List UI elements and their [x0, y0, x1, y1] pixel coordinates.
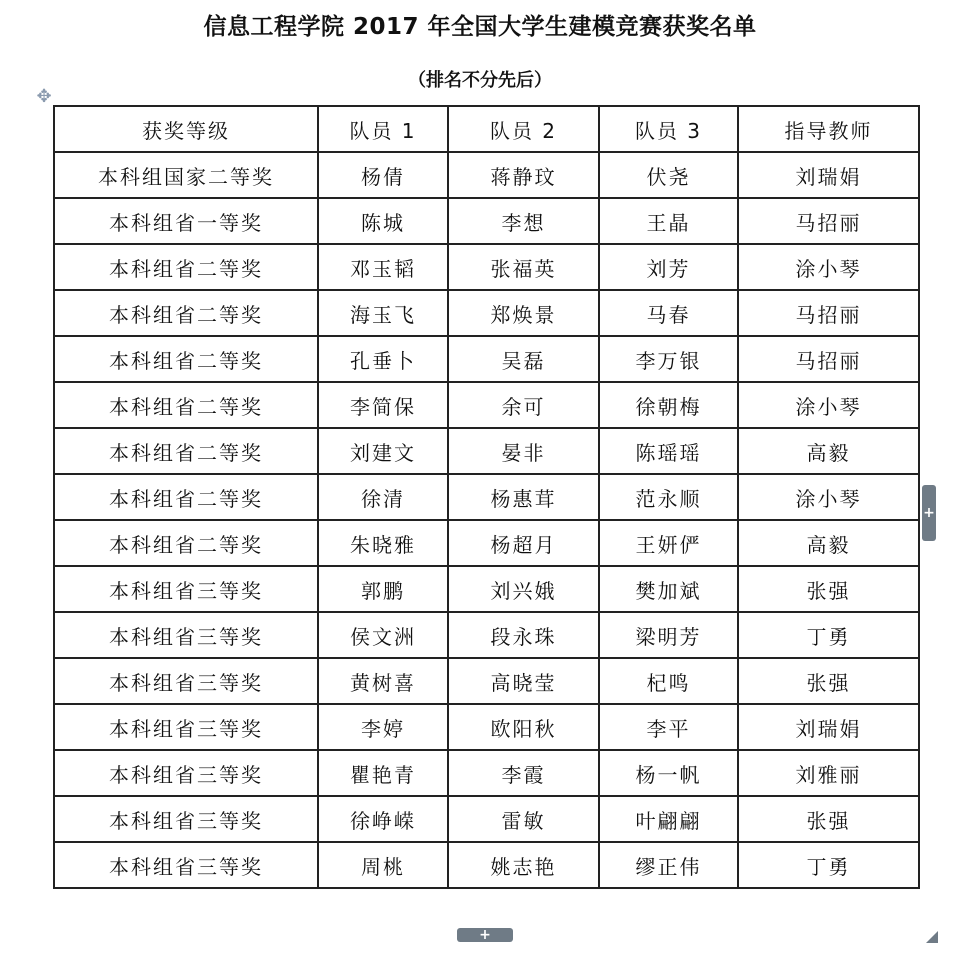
table-row	[54, 474, 919, 520]
cell-member-3: 马春	[599, 290, 738, 336]
table-row	[54, 290, 919, 336]
table-row	[54, 198, 919, 244]
cell-member-1: 李简保	[318, 382, 448, 428]
cell-advisor: 高毅	[738, 520, 919, 566]
cell-member-2: 段永珠	[448, 612, 599, 658]
table-row	[54, 750, 919, 796]
header-member-2: 队员 2	[448, 106, 599, 152]
cell-advisor: 马招丽	[738, 198, 919, 244]
cell-member-3: 李万银	[599, 336, 738, 382]
cell-award-level: 本科组省二等奖	[54, 428, 318, 474]
cell-advisor: 涂小琴	[738, 244, 919, 290]
header-member-1: 队员 1	[318, 106, 448, 152]
table-row	[54, 842, 919, 888]
cell-member-2: 张福英	[448, 244, 599, 290]
table-row	[54, 612, 919, 658]
cell-member-1: 邓玉韬	[318, 244, 448, 290]
cell-member-3: 王晶	[599, 198, 738, 244]
cell-award-level: 本科组省二等奖	[54, 290, 318, 336]
cell-member-1: 孔垂卜	[318, 336, 448, 382]
cell-member-2: 高晓莹	[448, 658, 599, 704]
cell-advisor: 张强	[738, 658, 919, 704]
cell-member-2: 蒋静玟	[448, 152, 599, 198]
table-row	[54, 244, 919, 290]
cell-member-2: 李想	[448, 198, 599, 244]
cell-award-level: 本科组省二等奖	[54, 520, 318, 566]
cell-advisor: 刘雅丽	[738, 750, 919, 796]
page-subtitle: （排名不分先后）	[408, 70, 552, 91]
header-advisor: 指导教师	[738, 106, 919, 152]
cell-member-1: 徐清	[318, 474, 448, 520]
table-row	[54, 704, 919, 750]
cell-advisor: 马招丽	[738, 336, 919, 382]
cell-member-3: 徐朝梅	[599, 382, 738, 428]
cell-member-1: 杨倩	[318, 152, 448, 198]
cell-award-level: 本科组省三等奖	[54, 658, 318, 704]
cell-award-level: 本科组省一等奖	[54, 198, 318, 244]
table-header-row	[54, 106, 919, 152]
cell-member-3: 范永顺	[599, 474, 738, 520]
cell-member-1: 侯文洲	[318, 612, 448, 658]
cell-member-3: 李平	[599, 704, 738, 750]
cell-member-3: 陈瑶瑶	[599, 428, 738, 474]
cell-member-2: 吴磊	[448, 336, 599, 382]
cell-advisor: 马招丽	[738, 290, 919, 336]
cell-member-1: 陈城	[318, 198, 448, 244]
cell-member-3: 缪正伟	[599, 842, 738, 888]
cell-member-3: 叶翩翩	[599, 796, 738, 842]
cell-member-2: 刘兴娥	[448, 566, 599, 612]
cell-advisor: 刘瑞娟	[738, 704, 919, 750]
add-column-handle[interactable]: +	[922, 485, 936, 541]
cell-award-level: 本科组省三等奖	[54, 704, 318, 750]
cell-advisor: 涂小琴	[738, 474, 919, 520]
cell-member-3: 梁明芳	[599, 612, 738, 658]
cell-advisor: 刘瑞娟	[738, 152, 919, 198]
cell-award-level: 本科组省三等奖	[54, 750, 318, 796]
header-member-3: 队员 3	[599, 106, 738, 152]
cell-member-2: 姚志艳	[448, 842, 599, 888]
cell-advisor: 高毅	[738, 428, 919, 474]
cell-member-2: 欧阳秋	[448, 704, 599, 750]
cell-member-3: 刘芳	[599, 244, 738, 290]
cell-member-2: 雷敏	[448, 796, 599, 842]
table-row	[54, 382, 919, 428]
table-row	[54, 336, 919, 382]
table-move-handle-icon[interactable]: ✥	[36, 86, 52, 107]
table-row	[54, 796, 919, 842]
cell-member-2: 晏非	[448, 428, 599, 474]
cell-member-2: 郑焕景	[448, 290, 599, 336]
cell-award-level: 本科组省二等奖	[54, 244, 318, 290]
cell-member-3: 樊加斌	[599, 566, 738, 612]
cell-award-level: 本科组省三等奖	[54, 566, 318, 612]
cell-advisor: 丁勇	[738, 612, 919, 658]
table-row	[54, 428, 919, 474]
table-resize-handle-icon[interactable]	[926, 931, 938, 943]
cell-member-1: 徐峥嵘	[318, 796, 448, 842]
header-award-level: 获奖等级	[54, 106, 318, 152]
cell-member-2: 杨超月	[448, 520, 599, 566]
cell-member-3: 杨一帆	[599, 750, 738, 796]
cell-award-level: 本科组省二等奖	[54, 382, 318, 428]
cell-award-level: 本科组省三等奖	[54, 796, 318, 842]
cell-member-1: 郭鹏	[318, 566, 448, 612]
cell-member-1: 黄树喜	[318, 658, 448, 704]
cell-member-1: 海玉飞	[318, 290, 448, 336]
cell-member-2: 李霞	[448, 750, 599, 796]
cell-member-3: 杞鸣	[599, 658, 738, 704]
cell-advisor: 丁勇	[738, 842, 919, 888]
cell-member-3: 伏尧	[599, 152, 738, 198]
page-title: 信息工程学院 2017 年全国大学生建模竞赛获奖名单	[203, 14, 757, 40]
cell-member-1: 瞿艳青	[318, 750, 448, 796]
cell-member-1: 李婷	[318, 704, 448, 750]
table-row	[54, 152, 919, 198]
cell-member-1: 周桃	[318, 842, 448, 888]
table-row	[54, 520, 919, 566]
cell-advisor: 张强	[738, 796, 919, 842]
cell-advisor: 张强	[738, 566, 919, 612]
cell-member-2: 余可	[448, 382, 599, 428]
cell-award-level: 本科组省二等奖	[54, 336, 318, 382]
cell-award-level: 本科组省三等奖	[54, 842, 318, 888]
table-row	[54, 658, 919, 704]
cell-award-level: 本科组省二等奖	[54, 474, 318, 520]
cell-member-1: 刘建文	[318, 428, 448, 474]
cell-member-1: 朱晓雅	[318, 520, 448, 566]
awards-table	[53, 105, 920, 889]
cell-member-3: 王妍俨	[599, 520, 738, 566]
cell-advisor: 涂小琴	[738, 382, 919, 428]
cell-member-2: 杨惠茸	[448, 474, 599, 520]
cell-award-level: 本科组国家二等奖	[54, 152, 318, 198]
cell-award-level: 本科组省三等奖	[54, 612, 318, 658]
table-row	[54, 566, 919, 612]
add-row-handle[interactable]: +	[457, 928, 513, 942]
